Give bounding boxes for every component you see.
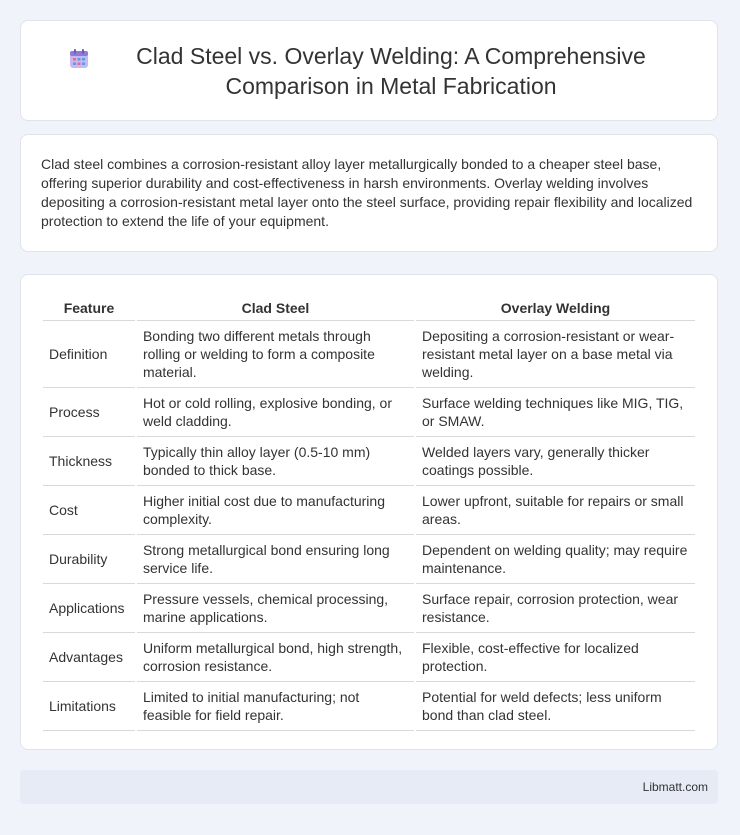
row-overlay: Dependent on welding quality; may require maintenance. (416, 535, 695, 584)
table-row (43, 437, 695, 486)
intro-text: Clad steel combines a corrosion-resistant alloy layer metallurgically bonded to a cheaper steel base, offering superior durability and cost-effectiveness in harsh environments. Overlay welding involves depositing a corrosion-resistant metal layer onto the steel surface, providing repair flexibility and localized protection to extend the life of your equipment. (41, 156, 693, 229)
comparison-card (20, 274, 718, 750)
table-header-row (43, 295, 695, 321)
table-row (43, 486, 695, 535)
footer (20, 770, 718, 804)
calendar-icon (67, 47, 91, 71)
row-feature: Definition (43, 321, 135, 388)
row-clad: Hot or cold rolling, explosive bonding, or weld cladding. (137, 388, 414, 437)
footer-site-link[interactable]: Libmatt.com (642, 780, 708, 794)
row-feature: Process (43, 388, 135, 437)
table-row (43, 584, 695, 633)
row-overlay: Depositing a corrosion-resistant or wear-resistant metal layer on a base metal via welding. (416, 321, 695, 388)
row-feature: Applications (43, 584, 135, 633)
row-overlay: Lower upfront, suitable for repairs or small areas. (416, 486, 695, 535)
table-row (43, 633, 695, 682)
title-wrap (67, 41, 671, 101)
row-clad: Uniform metallurgical bond, high strength, corrosion resistance. (137, 633, 414, 682)
row-overlay: Potential for weld defects; less uniform bond than clad steel. (416, 682, 695, 731)
page-title: Clad Steel vs. Overlay Welding: A Comprehensive Comparison in Metal Fabrication (136, 42, 646, 99)
table-row (43, 682, 695, 731)
header-feature: Feature (43, 295, 135, 321)
row-feature: Durability (43, 535, 135, 584)
row-clad: Strong metallurgical bond ensuring long service life. (137, 535, 414, 584)
row-clad: Typically thin alloy layer (0.5-10 mm) bonded to thick base. (137, 437, 414, 486)
header-clad-steel: Clad Steel (137, 295, 414, 321)
row-overlay: Welded layers vary, generally thicker coatings possible. (416, 437, 695, 486)
row-overlay: Surface welding techniques like MIG, TIG, or SMAW. (416, 388, 695, 437)
row-clad: Pressure vessels, chemical processing, marine applications. (137, 584, 414, 633)
row-feature: Cost (43, 486, 135, 535)
table-row (43, 321, 695, 388)
row-clad: Limited to initial manufacturing; not feasible for field repair. (137, 682, 414, 731)
row-clad: Bonding two different metals through rolling or welding to form a composite material. (137, 321, 414, 388)
intro-card (20, 134, 718, 252)
row-clad: Higher initial cost due to manufacturing complexity. (137, 486, 414, 535)
title-card (20, 20, 718, 121)
comparison-table (41, 295, 697, 731)
table-row (43, 535, 695, 584)
row-feature: Limitations (43, 682, 135, 731)
header-overlay-welding: Overlay Welding (416, 295, 695, 321)
row-feature: Advantages (43, 633, 135, 682)
row-overlay: Flexible, cost-effective for localized protection. (416, 633, 695, 682)
row-feature: Thickness (43, 437, 135, 486)
table-row (43, 388, 695, 437)
row-overlay: Surface repair, corrosion protection, wear resistance. (416, 584, 695, 633)
